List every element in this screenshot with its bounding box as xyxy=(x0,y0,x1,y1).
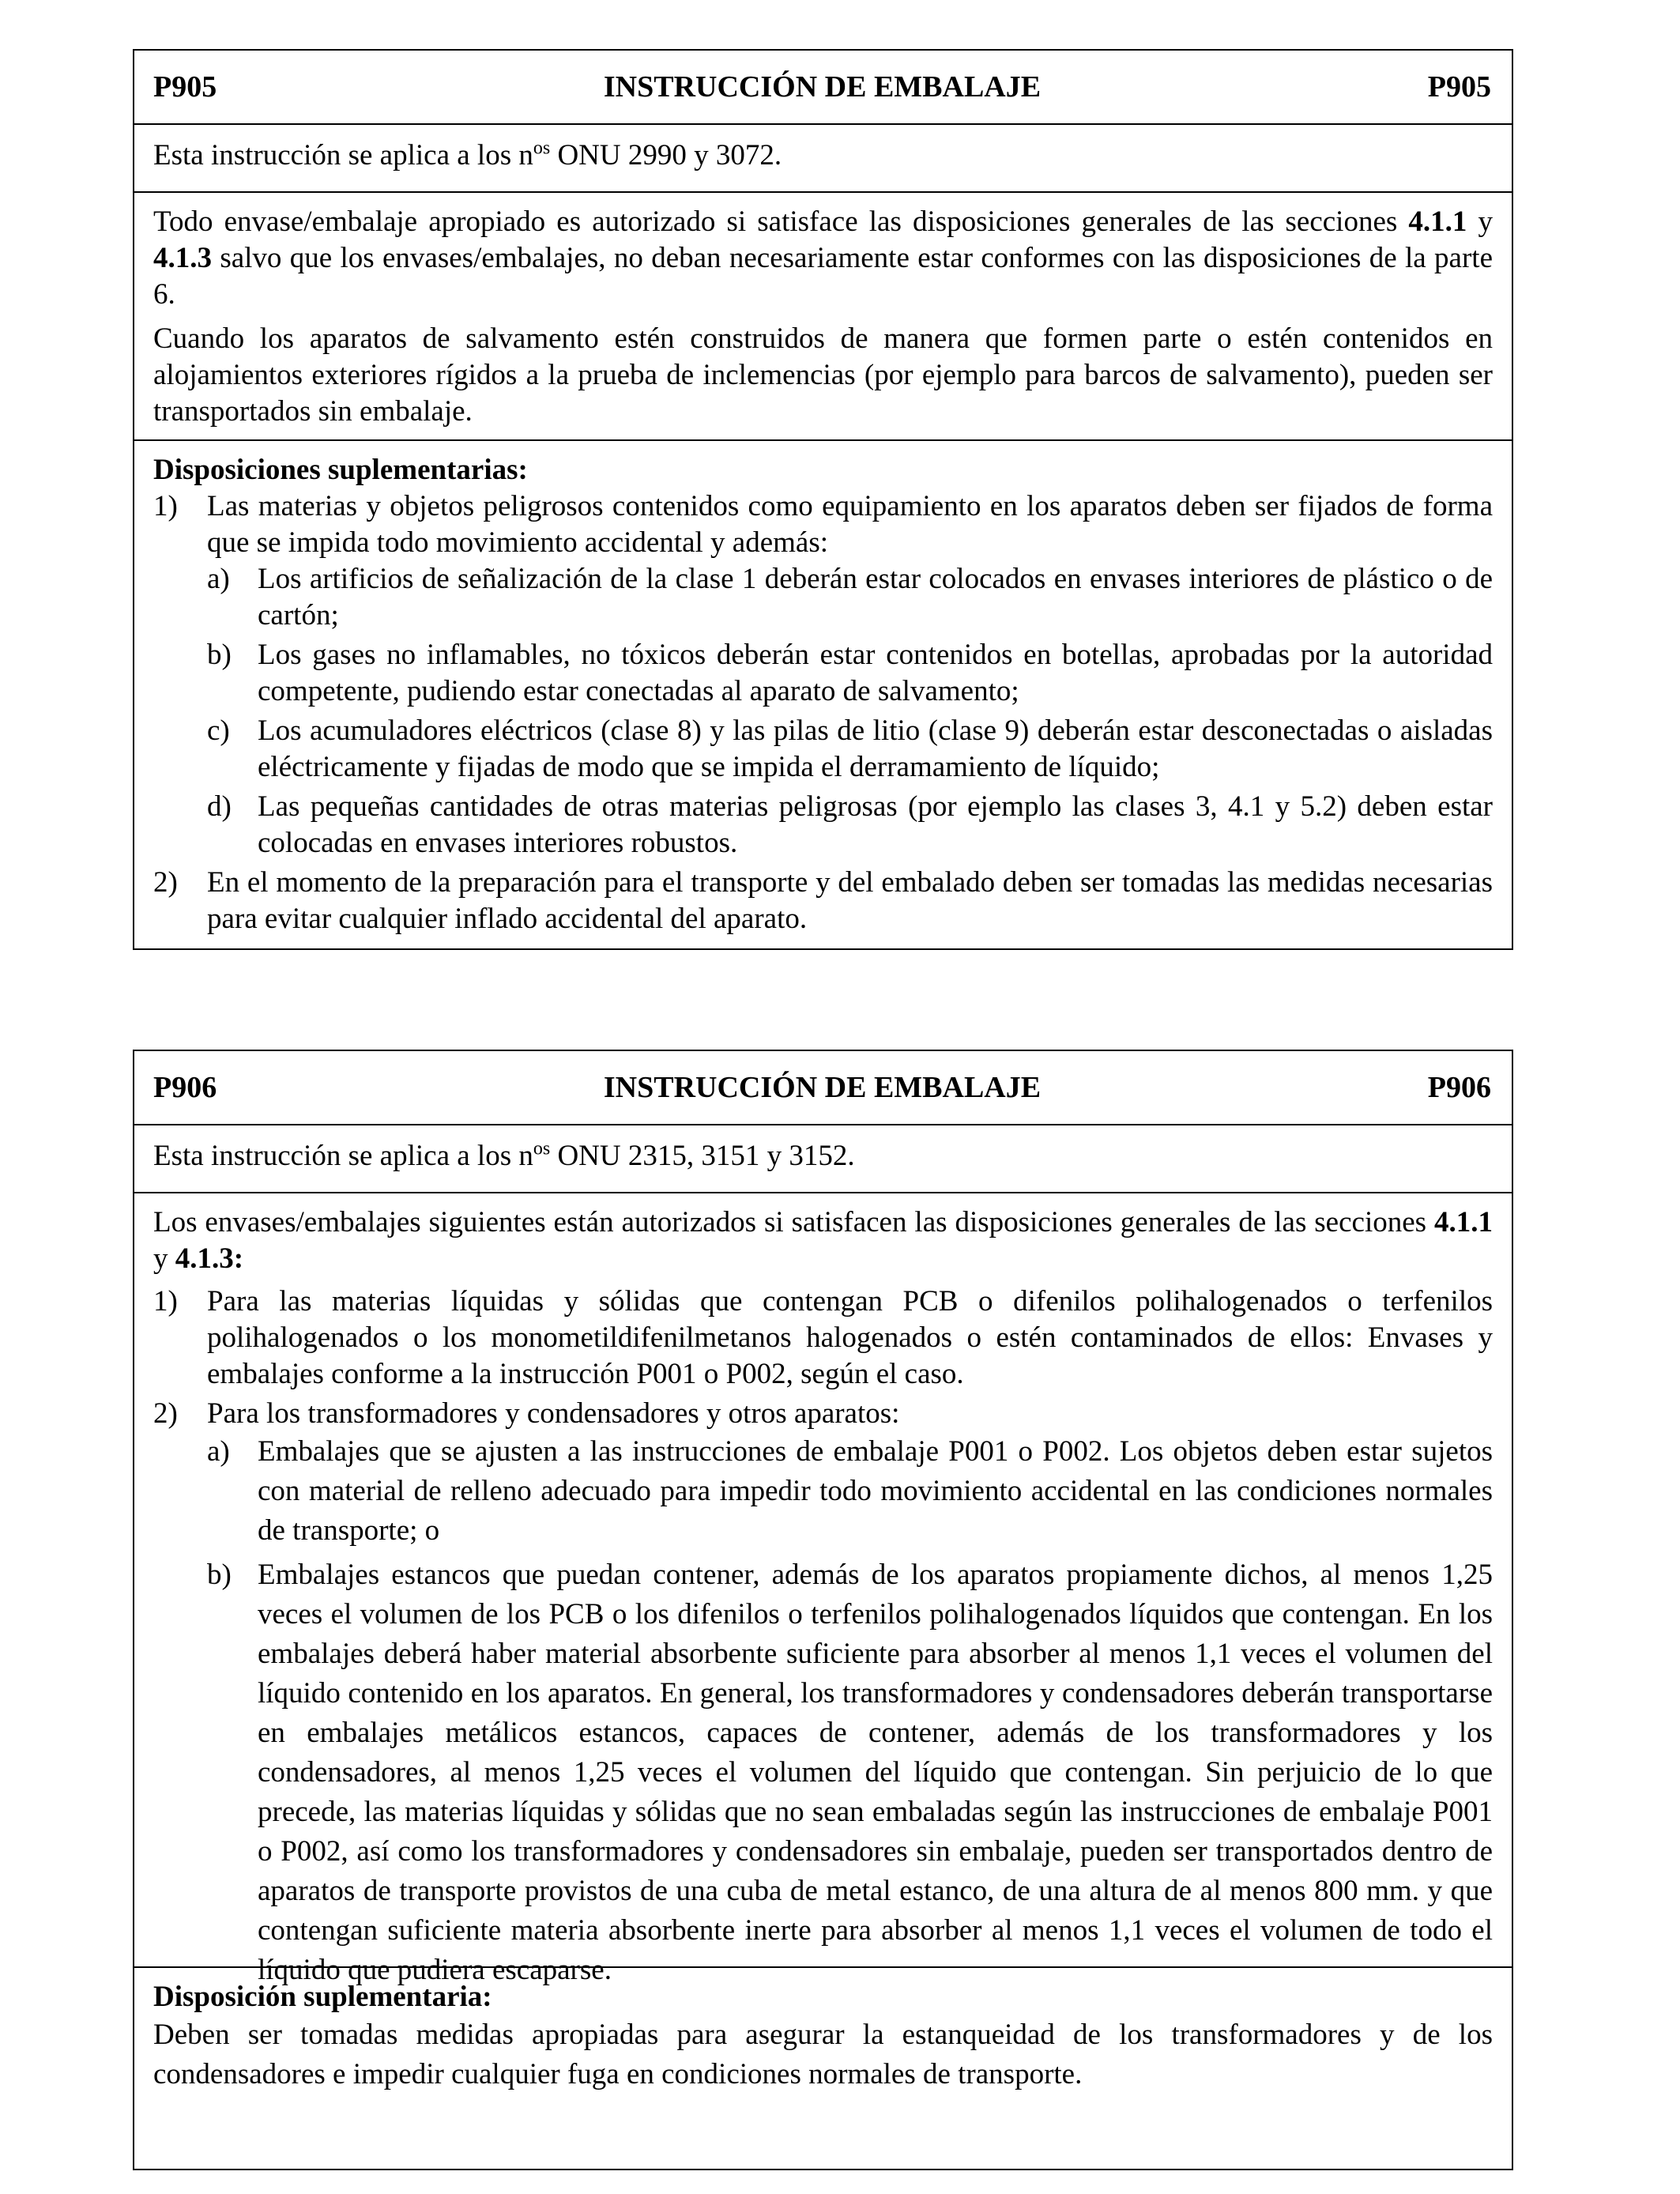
list-subitem: a) Embalajes que se ajusten a las instrucciones de embalaje P001 o P002. Los objetos deben estar sujetos con material de relleno adecuado para impedir todo movimiento accidental en las condiciones normales de transporte; o xyxy=(207,1435,1493,1547)
list-item: 1) Las materias y objetos peligrosos contenidos como equipamiento en los aparatos deben ser fijados de forma que se impida todo movimiento accidental y además: xyxy=(153,490,1493,559)
p905-general-paragraph-2: Cuando los aparatos de salvamento estén construidos de manera que formen parte o estén contenidos en alojamientos exteriores rígidos a la prueba de inclemencias (por ejemplo para barcos de salvamento), pueden ser transportados sin embalaje. xyxy=(153,322,1493,428)
p906-supplementary-text: Deben ser tomadas medidas apropiadas para asegurar la estanqueidad de los transformadores y de los condensadores e impedir cualquier fuga en condiciones normales de transporte. xyxy=(153,2019,1493,2090)
p906-title: INSTRUCCIÓN DE EMBALAJE xyxy=(603,1071,1042,1104)
list-subitem: a) Los artificios de señalización de la clase 1 deberán estar colocados en envases interiores de plástico o de cartón; xyxy=(207,563,1493,631)
p906-supplementary-title: Disposición suplementaria: xyxy=(153,1981,492,2013)
list-subitem: b) Embalajes estancos que puedan contener, además de los aparatos propiamente dichos, al menos 1,25 veces el volumen de los PCB o los difenilos o terfenilos polihalogenados líquidos que contengan. En los embalajes deberá haber material absorbente suficiente para absorber al menos 1,1 veces el volumen del líquido contenido en los aparatos. En general, los transformadores y condensadores deberán transportarse en embalajes metálicos estancos, capaces de contener, además de los transformadores y los condensadores, al menos 1,25 veces el volumen del líquido que contengan. Sin perjuicio de lo que precede, las materias líquidas y sólidas que no sean embaladas según las instrucciones de embalaje P001 o P002, así como los transformadores y condensadores sin embalaje, pueden ser transportados dentro de aparatos de transporte provistos de una cuba de metal estanco, de una altura de al menos 800 mm. y que contengan suficiente materia absorbente inerte para absorber al menos 1,1 veces el volumen de todo el líquido que pudiera escaparse. xyxy=(207,1559,1493,1986)
p905-header xyxy=(134,51,1512,125)
list-subitem: d) Las pequeñas cantidades de otras materias peligrosas (por ejemplo las clases 3, 4.1 y 5.2) deben estar colocadas en envases interiores robustos. xyxy=(207,790,1493,859)
p905-title: INSTRUCCIÓN DE EMBALAJE xyxy=(603,70,1042,104)
p905-packing-instruction-box xyxy=(133,49,1513,950)
p905-general-paragraph-1: Todo envase/embalaje apropiado es autorizado si satisface las disposiciones generales de las secciones 4.1.1 y 4.1.3 salvo que los envases/embalajes, no deban necesariamente estar conformes con las disposiciones de la parte 6. xyxy=(153,205,1494,311)
p905-applies-section xyxy=(134,125,1512,193)
p905-general-section xyxy=(134,193,1512,441)
p906-applies-text: Esta instrucción se aplica a los $n^{os}$ ONU 2315, 3151 y 3152. xyxy=(153,1138,855,1172)
p905-code-right: P905 xyxy=(1427,70,1491,104)
p906-applies-section xyxy=(134,1125,1512,1193)
p905-supplementary-title: Disposiciones suplementarias: xyxy=(153,454,528,486)
p905-supplementary-section xyxy=(134,441,1512,948)
p905-applies-text: Esta instrucción se aplica a los $n^{os}$ ONU 2990 y 3072. xyxy=(153,138,782,172)
p906-general-section xyxy=(134,1193,1512,1986)
list-item: 2) Para los transformadores y condensadores y otros aparatos: xyxy=(153,1397,900,1430)
p906-header xyxy=(134,1051,1512,1125)
list-item: 2) En el momento de la preparación para el transporte y del embalado deben ser tomadas las medidas necesarias para evitar cualquier inflado accidental del aparato. xyxy=(153,866,1493,935)
list-item: 1) Para las materias líquidas y sólidas que contengan PCB o difenilos polihalogenados o terfenilos polihalogenados o los monometildifenilmetanos halogenados o estén contaminados de ellos: Envases y embalajes conforme a la instrucción P001 o P002, según el caso. xyxy=(153,1285,1493,1390)
list-subitem: c) Los acumuladores eléctricos (clase 8) y las pilas de litio (clase 9) deberán estar desconectadas o aisladas eléctricamente y fijadas de modo que se impida el derramamiento de líquido; xyxy=(207,714,1493,783)
p906-general-paragraph: Los envases/embalajes siguientes están autorizados si satisfacen las disposiciones generales de las secciones 4.1.1 y 4.1.3: xyxy=(153,1206,1493,1275)
p905-code-left: P905 xyxy=(153,70,217,104)
p906-code-left: P906 xyxy=(153,1071,217,1104)
p906-code-right: P906 xyxy=(1427,1071,1491,1104)
list-subitem: b) Los gases no inflamables, no tóxicos deberán estar contenidos en botellas, aprobadas por la autoridad competente, pudiendo estar conectadas al aparato de salvamento; xyxy=(207,639,1493,707)
p906-packing-instruction-box xyxy=(133,1050,1513,2170)
